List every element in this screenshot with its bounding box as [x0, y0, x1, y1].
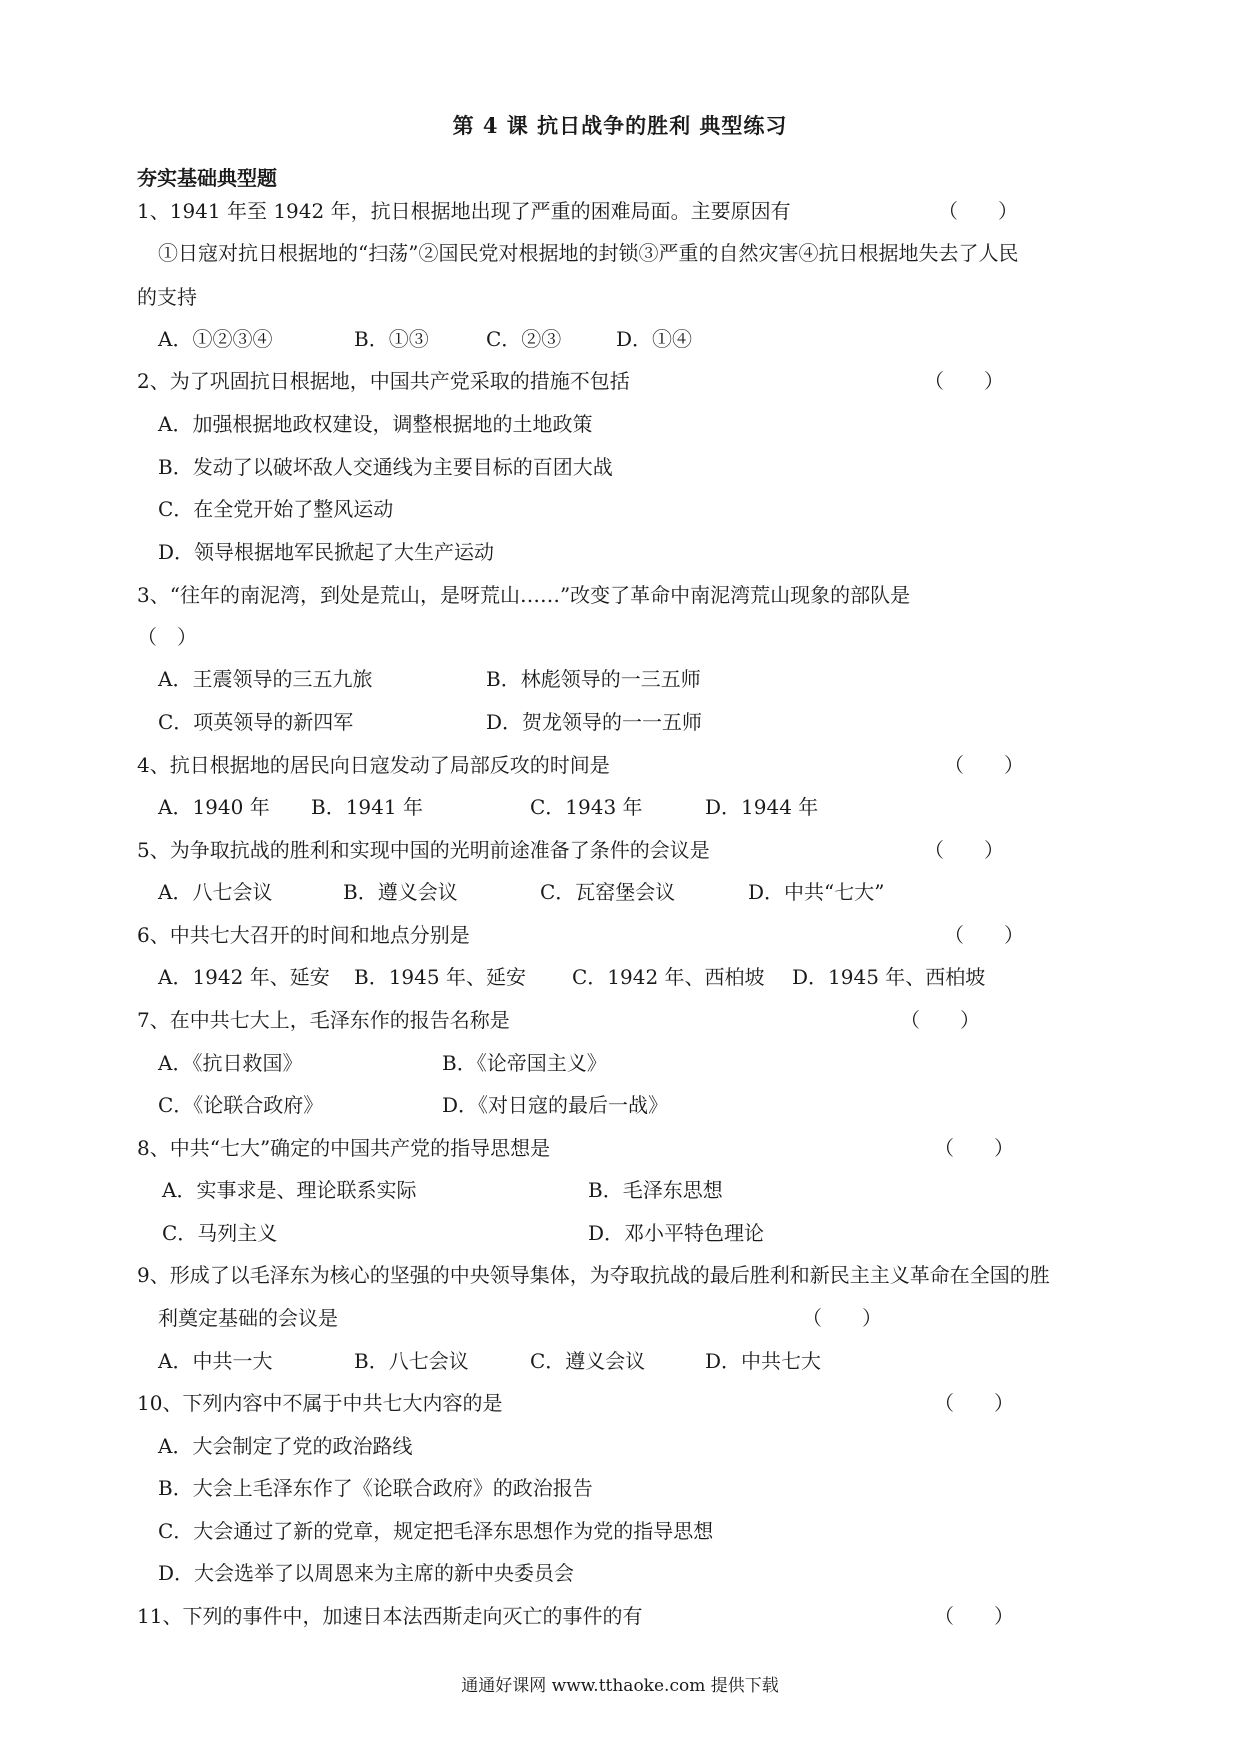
question-6-option-b: B．1945 年、延安: [354, 965, 526, 989]
question-9-answer-blank: （ ）: [802, 1306, 882, 1330]
question-8-option-c: C．马列主义: [162, 1221, 278, 1245]
question-9-option-c: C．遵义会议: [530, 1349, 646, 1373]
question-9-option-a: A．中共一大: [158, 1349, 273, 1373]
question-7-option-b: B．《论帝国主义》: [442, 1051, 607, 1075]
question-5-option-b: B．遵义会议: [343, 880, 458, 904]
question-4-option-a: A．1940 年: [158, 795, 270, 819]
question-3-option-c: C．项英领导的新四军: [158, 710, 354, 734]
question-2-stem: 2、为了巩固抗日根据地，中国共产党采取的措施不包括: [137, 369, 630, 393]
question-1-option-c: C．②③: [486, 327, 562, 351]
question-4-option-b: B．1941 年: [311, 795, 423, 819]
question-11-answer-blank: （ ）: [934, 1604, 1014, 1628]
question-8-stem: 8、中共“七大”确定的中国共产党的指导思想是: [137, 1136, 551, 1160]
question-1-option-a: A．①②③④: [158, 327, 273, 351]
page-footer: 通通好课网 www.tthaoke.com 提供下载: [461, 1676, 779, 1696]
question-6-stem: 6、中共七大召开的时间和地点分别是: [137, 923, 470, 947]
question-1-option-b: B．①③: [354, 327, 429, 351]
question-3-answer-blank: （ ）: [137, 625, 197, 649]
question-11-stem: 11、下列的事件中，加速日本法西斯走向灭亡的事件的有: [137, 1604, 643, 1628]
question-1-stem-line-3: 的支持: [137, 285, 197, 309]
question-10-option-d: D．大会选举了以周恩来为主席的新中央委员会: [158, 1561, 575, 1585]
question-4-option-d: D．1944 年: [705, 795, 819, 819]
question-9-stem-line-2: 利奠定基础的会议是: [158, 1306, 338, 1330]
question-5-option-c: C．瓦窑堡会议: [540, 880, 676, 904]
question-8-answer-blank: （ ）: [934, 1136, 1014, 1160]
page-title: 第 4 课 抗日战争的胜利 典型练习: [452, 113, 788, 138]
question-3-option-a: A．王震领导的三五九旅: [158, 667, 373, 691]
question-4-option-c: C．1943 年: [530, 795, 643, 819]
question-2-option-d: D．领导根据地军民掀起了大生产运动: [158, 540, 495, 564]
question-7-stem: 7、在中共七大上，毛泽东作的报告名称是: [137, 1008, 510, 1032]
question-7-option-a: A．《抗日救国》: [158, 1051, 303, 1075]
question-5-option-a: A．八七会议: [158, 880, 273, 904]
question-4-answer-blank: （ ）: [944, 753, 1024, 777]
question-8-option-a: A．实事求是、理论联系实际: [162, 1178, 417, 1202]
question-5-answer-blank: （ ）: [924, 838, 1004, 862]
question-10-option-c: C．大会通过了新的党章，规定把毛泽东思想作为党的指导思想: [158, 1519, 714, 1543]
question-9-option-d: D．中共七大: [705, 1349, 822, 1373]
question-9-stem: 9、形成了以毛泽东为核心的坚强的中央领导集体，为夺取抗战的最后胜利和新民主主义革命在全国的胜: [137, 1263, 1050, 1287]
question-2-option-c: C．在全党开始了整风运动: [158, 497, 394, 521]
question-10-option-a: A．大会制定了党的政治路线: [158, 1434, 413, 1458]
question-1-option-d: D．①④: [616, 327, 693, 351]
question-3-option-d: D．贺龙领导的一一五师: [486, 710, 703, 734]
question-1-stem: 1、1941 年至 1942 年，抗日根据地出现了严重的困难局面。主要原因有: [137, 199, 791, 223]
question-7-answer-blank: （ ）: [900, 1008, 980, 1032]
question-5-option-d: D．中共“七大”: [748, 880, 885, 904]
question-6-answer-blank: （ ）: [944, 923, 1024, 947]
question-6-option-c: C．1942 年、西柏坡: [572, 965, 765, 989]
question-6-option-d: D．1945 年、西柏坡: [792, 965, 986, 989]
question-3-stem: 3、“往年的南泥湾，到处是荒山，是呀荒山……”改变了革命中南泥湾荒山现象的部队是: [137, 583, 911, 607]
question-2-option-a: A．加强根据地政权建设，调整根据地的土地政策: [158, 412, 593, 436]
question-5-stem: 5、为争取抗战的胜利和实现中国的光明前途准备了条件的会议是: [137, 838, 710, 862]
question-1-answer-blank: （ ）: [938, 199, 1018, 223]
question-4-stem: 4、抗日根据地的居民向日寇发动了局部反攻的时间是: [137, 753, 610, 777]
question-10-option-b: B．大会上毛泽东作了《论联合政府》的政治报告: [158, 1476, 593, 1500]
question-7-option-c: C．《论联合政府》: [158, 1093, 324, 1117]
question-8-option-b: B．毛泽东思想: [588, 1178, 723, 1202]
question-1-stem-line-2: ①日寇对抗日根据地的“扫荡”②国民党对根据地的封锁③严重的自然灾害④抗日根据地失去了人民: [158, 241, 1019, 265]
question-6-option-a: A．1942 年、延安: [158, 965, 330, 989]
section-heading: 夯实基础典型题: [137, 166, 277, 190]
question-9-option-b: B．八七会议: [354, 1349, 469, 1373]
question-10-answer-blank: （ ）: [934, 1391, 1014, 1415]
question-2-option-b: B．发动了以破坏敌人交通线为主要目标的百团大战: [158, 455, 613, 479]
question-2-answer-blank: （ ）: [924, 369, 1004, 393]
question-8-option-d: D．邓小平特色理论: [588, 1221, 765, 1245]
question-7-option-d: D．《对日寇的最后一战》: [442, 1093, 669, 1117]
question-10-stem: 10、下列内容中不属于中共七大内容的是: [137, 1391, 503, 1415]
question-3-option-b: B．林彪领导的一三五师: [486, 667, 701, 691]
